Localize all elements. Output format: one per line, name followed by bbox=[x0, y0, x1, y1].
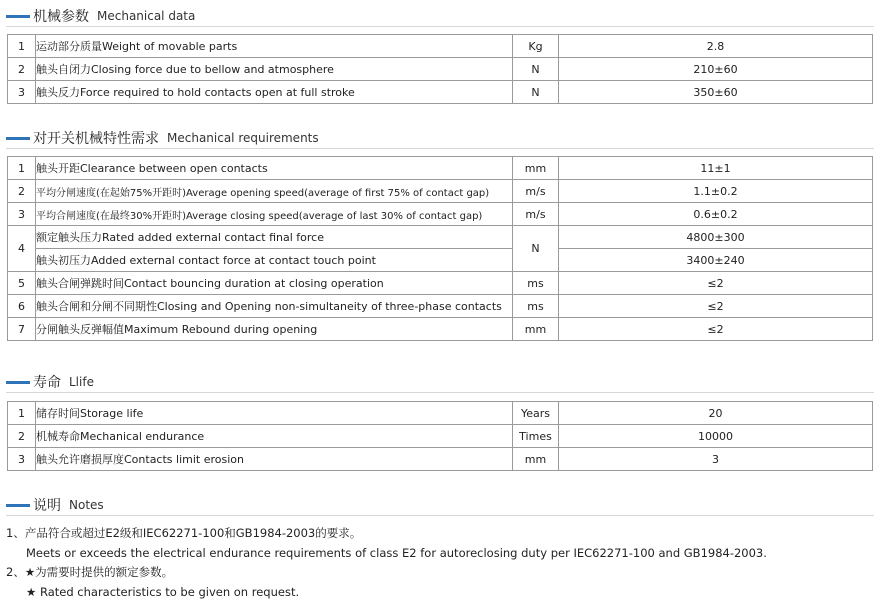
row-number: 3 bbox=[8, 203, 36, 226]
section-title-cn: 对开关机械特性需求 bbox=[33, 131, 159, 147]
row-number: 6 bbox=[8, 295, 36, 318]
row-unit: N bbox=[513, 226, 559, 272]
row-number: 3 bbox=[8, 448, 36, 471]
row-value: 20 bbox=[559, 402, 873, 425]
row-unit: Kg bbox=[513, 35, 559, 58]
row-value: 1.1±0.2 bbox=[559, 180, 873, 203]
row-unit: N bbox=[513, 58, 559, 81]
section-title-cn: 寿命 bbox=[33, 375, 61, 391]
table-row bbox=[8, 180, 873, 203]
section-title-cn: 说明 bbox=[33, 498, 61, 514]
note-line: Meets or exceeds the electrical endurance requirements of class E2 for autoreclosing duty per IEC62271-100 and GB1984-2003. bbox=[26, 545, 767, 560]
row-unit: N bbox=[513, 81, 559, 104]
table-row bbox=[8, 295, 873, 318]
note-line: ★ Rated characteristics to be given on request. bbox=[26, 584, 300, 599]
row-unit: mm bbox=[513, 157, 559, 180]
mechanical-data-table bbox=[7, 34, 873, 104]
section-title-en: Mechanical data bbox=[97, 9, 196, 23]
section-title-cn: 机械参数 bbox=[33, 9, 89, 25]
table-row bbox=[8, 272, 873, 295]
section-header-notes bbox=[6, 495, 874, 516]
row-number: 1 bbox=[8, 157, 36, 180]
mechanical-requirements-table bbox=[7, 156, 873, 341]
row-value: ≤2 bbox=[559, 295, 873, 318]
table-row bbox=[8, 226, 873, 249]
row-number: 5 bbox=[8, 272, 36, 295]
table-row bbox=[8, 157, 873, 180]
row-unit: mm bbox=[513, 448, 559, 471]
section-title-en: Mechanical requirements bbox=[167, 131, 319, 145]
row-value: 4800±300 bbox=[559, 226, 873, 249]
section-title-en: Llife bbox=[69, 375, 94, 389]
row-value: 210±60 bbox=[559, 58, 873, 81]
row-value: 3400±240 bbox=[559, 249, 873, 272]
row-value: 2.8 bbox=[559, 35, 873, 58]
section-accent-bar bbox=[6, 137, 30, 140]
row-number: 4 bbox=[8, 226, 36, 272]
row-value: 0.6±0.2 bbox=[559, 203, 873, 226]
row-description: 触头允许磨损厚度Contacts limit erosion bbox=[36, 448, 513, 471]
row-description: 触头自闭力Closing force due to bellow and atmosphere bbox=[36, 58, 513, 81]
table-row bbox=[8, 402, 873, 425]
row-value: 3 bbox=[559, 448, 873, 471]
row-description: 触头初压力Added external contact force at contact touch point bbox=[36, 249, 513, 272]
section-title-en: Notes bbox=[69, 498, 104, 512]
row-description: 机械寿命Mechanical endurance bbox=[36, 425, 513, 448]
row-number: 3 bbox=[8, 81, 36, 104]
table-row bbox=[8, 318, 873, 341]
row-description: 触头开距Clearance between open contacts bbox=[36, 157, 513, 180]
notes-body bbox=[6, 524, 874, 602]
note-line: 1、产品符合或超过E2级和IEC62271-100和GB1984-2003的要求。 bbox=[6, 526, 362, 540]
section-accent-bar bbox=[6, 15, 30, 18]
table-row bbox=[8, 81, 873, 104]
row-description: 触头合闸和分闸不同期性Closing and Opening non-simultaneity of three-phase contacts bbox=[36, 295, 513, 318]
row-unit: ms bbox=[513, 295, 559, 318]
row-unit: mm bbox=[513, 318, 559, 341]
section-header-mechanical-data bbox=[6, 6, 874, 27]
table-row bbox=[8, 203, 873, 226]
section-accent-bar bbox=[6, 381, 30, 384]
row-description: 运动部分质量Weight of movable parts bbox=[36, 35, 513, 58]
row-description: 额定触头压力Rated added external contact final force bbox=[36, 226, 513, 249]
section-header-mechanical-requirements bbox=[6, 128, 874, 149]
row-description: 触头反力Force required to hold contacts open at full stroke bbox=[36, 81, 513, 104]
table-row bbox=[8, 35, 873, 58]
row-value: 10000 bbox=[559, 425, 873, 448]
row-unit: ms bbox=[513, 272, 559, 295]
row-unit: Years bbox=[513, 402, 559, 425]
row-unit: m/s bbox=[513, 203, 559, 226]
row-value: ≤2 bbox=[559, 318, 873, 341]
row-description: 平均合闸速度(在最终30%开距时)Average closing speed(average of last 30% of contact gap) bbox=[36, 203, 513, 226]
row-description: 触头合闸弹跳时间Contact bouncing duration at closing operation bbox=[36, 272, 513, 295]
table-row bbox=[8, 448, 873, 471]
table-row bbox=[8, 58, 873, 81]
row-value: 11±1 bbox=[559, 157, 873, 180]
row-number: 7 bbox=[8, 318, 36, 341]
row-number: 1 bbox=[8, 402, 36, 425]
row-number: 2 bbox=[8, 180, 36, 203]
section-header-life bbox=[6, 372, 874, 393]
row-description: 分闸触头反弹幅值Maximum Rebound during opening bbox=[36, 318, 513, 341]
row-number: 2 bbox=[8, 425, 36, 448]
row-value: ≤2 bbox=[559, 272, 873, 295]
row-value: 350±60 bbox=[559, 81, 873, 104]
row-unit: Times bbox=[513, 425, 559, 448]
section-accent-bar bbox=[6, 504, 30, 507]
row-description: 储存时间Storage life bbox=[36, 402, 513, 425]
life-table bbox=[7, 401, 873, 471]
note-line: 2、★为需要时提供的额定参数。 bbox=[6, 565, 174, 579]
row-unit: m/s bbox=[513, 180, 559, 203]
row-number: 1 bbox=[8, 35, 36, 58]
row-description: 平均分闸速度(在起始75%开距时)Average opening speed(average of first 75% of contact gap) bbox=[36, 180, 513, 203]
table-row bbox=[8, 249, 873, 272]
row-number: 2 bbox=[8, 58, 36, 81]
table-row bbox=[8, 425, 873, 448]
